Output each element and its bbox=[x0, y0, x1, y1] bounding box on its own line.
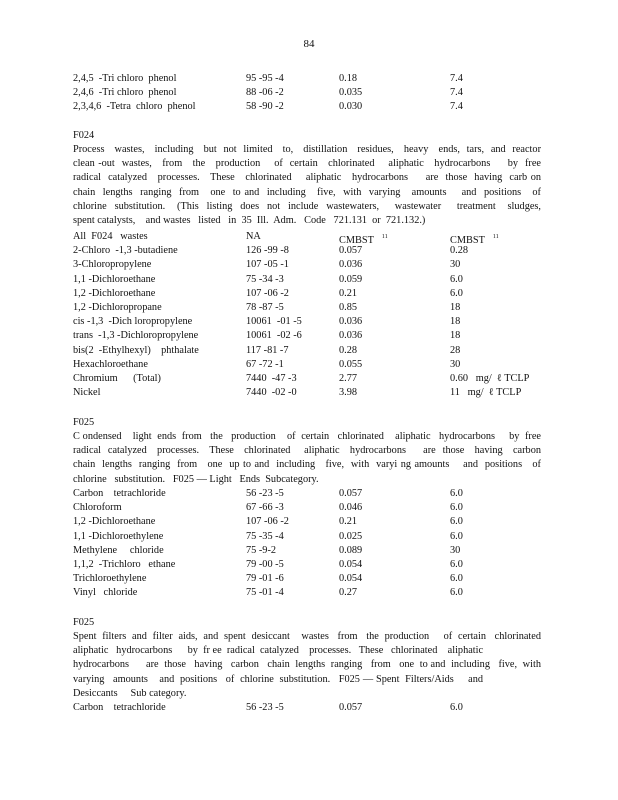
wastewater-standard: 0.059 bbox=[339, 273, 363, 285]
paragraph-line: radical catalyzed processes. These chlorinated aliphatic hydrocarbons are those having carb on bbox=[73, 172, 541, 184]
nonwastewater-cmbst: CMBST bbox=[450, 235, 485, 246]
nonwastewater-standard: 7.4 bbox=[450, 101, 463, 113]
wastewater-standard: 0.21 bbox=[339, 287, 358, 299]
nonwastewater-standard: 30 bbox=[450, 358, 461, 370]
table-row bbox=[73, 244, 553, 258]
footnote-ref: 11 bbox=[492, 234, 499, 240]
waste-code-f025-spent-filters: F025 bbox=[73, 617, 95, 628]
f024-table bbox=[73, 230, 553, 400]
paragraph-line: aliphatic hydrocarbons by fr ee radical catalyzed processes. These chlorinated aliphatic bbox=[73, 645, 484, 657]
table-row bbox=[73, 558, 553, 572]
cas-number: 107 -06 -2 bbox=[246, 287, 289, 299]
constituent-name: 1,2 -Dichloroethane bbox=[73, 287, 156, 299]
nonwastewater-standard: 7.4 bbox=[450, 87, 463, 99]
paragraph-line: Desiccants Sub category. bbox=[73, 687, 187, 699]
paragraph-line: chain lengths ranging from one up to and including five, with varyi ng amounts and positions of bbox=[73, 459, 541, 471]
table-row bbox=[73, 530, 553, 544]
cas-number: 56 -23 -5 bbox=[246, 488, 284, 499]
cas-number: 78 -87 -5 bbox=[246, 301, 284, 313]
cas-number: 10061 -01 -5 bbox=[246, 316, 302, 328]
nonwastewater-standard: 6.0 bbox=[450, 573, 463, 585]
constituent-name: 1,1,2 -Trichloro ethane bbox=[73, 558, 176, 570]
wastewater-standard: 0.036 bbox=[339, 330, 363, 342]
wastewater-standard: 0.046 bbox=[339, 502, 363, 514]
table-row bbox=[73, 501, 553, 515]
wastewater-standard: 0.036 bbox=[339, 316, 363, 328]
table-row bbox=[73, 315, 553, 329]
table-row bbox=[73, 572, 553, 586]
constituent-name: cis -1,3 -Dich loropropylene bbox=[73, 316, 193, 328]
f025-light-ends-description bbox=[73, 430, 541, 487]
table-row bbox=[73, 586, 553, 600]
cas-number: 88 -06 -2 bbox=[246, 87, 284, 99]
waste-code-f025-light-ends: F025 bbox=[73, 417, 95, 428]
cas-na: NA bbox=[246, 231, 261, 242]
table-row bbox=[73, 86, 553, 100]
nonwastewater-standard: 6.0 bbox=[450, 530, 463, 542]
constituent-name: Chromium (Total) bbox=[73, 372, 161, 384]
constituent-name: 1,2 -Dichloropropane bbox=[73, 301, 162, 313]
wastewater-cmbst: CMBST bbox=[339, 235, 374, 246]
f025-spent-filters-table bbox=[73, 701, 553, 715]
table-row bbox=[73, 72, 553, 86]
cas-number: 95 -95 -4 bbox=[246, 73, 284, 84]
table-row bbox=[73, 344, 553, 358]
wastewater-standard: 2.77 bbox=[339, 372, 358, 384]
constituent-name: 1,1 -Dichloroethylene bbox=[73, 530, 164, 542]
constituent-name: Methylene chloride bbox=[73, 544, 164, 556]
wastewater-standard: 0.85 bbox=[339, 301, 358, 313]
cas-number: 79 -01 -6 bbox=[246, 573, 284, 585]
nonwastewater-standard: 7.4 bbox=[450, 73, 463, 84]
nonwastewater-standard: 6.0 bbox=[450, 488, 463, 499]
cas-number: 75 -35 -4 bbox=[246, 530, 284, 542]
cas-number: 75 -9-2 bbox=[246, 544, 277, 556]
table-row bbox=[73, 301, 553, 315]
cas-number: 107 -05 -1 bbox=[246, 259, 289, 271]
constituent-name: bis(2 -Ethylhexyl) phthalate bbox=[73, 344, 199, 356]
nonwastewater-standard: 6.0 bbox=[450, 287, 463, 299]
cas-number: 67 -66 -3 bbox=[246, 502, 284, 514]
table-row bbox=[73, 273, 553, 287]
cas-number: 7440 -02 -0 bbox=[246, 387, 297, 399]
constituent-name: 2,4,6 -Tri chloro phenol bbox=[73, 87, 177, 99]
cas-number: 67 -72 -1 bbox=[246, 358, 284, 370]
constituent-name: Hexachloroethane bbox=[73, 358, 148, 370]
table-row bbox=[73, 515, 553, 529]
wastewater-standard: 0.054 bbox=[339, 573, 363, 585]
nonwastewater-standard: 18 bbox=[450, 316, 461, 328]
cas-number: 126 -99 -8 bbox=[246, 245, 289, 257]
waste-code-f024: F024 bbox=[73, 130, 95, 141]
constituent-name: 3-Chloropropylene bbox=[73, 259, 152, 271]
wastewater-standard: 3.98 bbox=[339, 387, 358, 399]
wastewater-standard: 0.057 bbox=[339, 245, 363, 257]
wastewater-standard: 0.030 bbox=[339, 101, 363, 113]
table-row bbox=[73, 544, 553, 558]
table-row bbox=[73, 487, 553, 501]
paragraph-line: chain lengths ranging from one to and including five, with varying amounts and positions of bbox=[73, 186, 541, 198]
paragraph-line: Process wastes, including but not limited to, distillation residues, heavy ends, tars, and reactor bbox=[73, 144, 541, 155]
cas-number: 7440 -47 -3 bbox=[246, 372, 297, 384]
constituent-name: Carbon tetrachloride bbox=[73, 702, 166, 713]
paragraph-line: hydrocarbons are those having carbon chain lengths ranging from one to and including five, with bbox=[73, 659, 541, 671]
cas-number: 79 -00 -5 bbox=[246, 558, 284, 570]
f025-spent-filters-description bbox=[73, 630, 541, 701]
paragraph-line: Spent filters and filter aids, and spent desiccant wastes from the production of certain chlorinated bbox=[73, 631, 541, 642]
cas-number: 56 -23 -5 bbox=[246, 702, 284, 713]
table-row bbox=[73, 100, 553, 114]
f024-description bbox=[73, 143, 541, 228]
table-row bbox=[73, 386, 553, 400]
cas-number: 75 -34 -3 bbox=[246, 273, 284, 285]
all-wastes-label: All F024 wastes bbox=[73, 231, 148, 242]
wastewater-standard: 0.18 bbox=[339, 73, 358, 84]
constituent-name: 1,2 -Dichloroethane bbox=[73, 516, 156, 528]
paragraph-line: spent catalysts, and wastes listed in 35 Ill. Adm. Code 721.131 or 721.132.) bbox=[73, 214, 426, 226]
wastewater-standard: 0.057 bbox=[339, 488, 363, 499]
wastewater-standard: 0.025 bbox=[339, 530, 363, 542]
f025-light-ends-table bbox=[73, 487, 553, 601]
cas-number: 117 -81 -7 bbox=[246, 344, 289, 356]
nonwastewater-standard: 30 bbox=[450, 259, 461, 271]
wastewater-standard: 0.055 bbox=[339, 358, 363, 370]
constituent-name: Carbon tetrachloride bbox=[73, 488, 166, 499]
top-table bbox=[73, 72, 553, 115]
table-row bbox=[73, 287, 553, 301]
nonwastewater-standard: 6.0 bbox=[450, 516, 463, 528]
paragraph-line: chlorine substitution. F025 — Light Ends Subcategory. bbox=[73, 473, 319, 485]
paragraph-line: clean -out wastes, from the production of certain chlorinated aliphatic hydrocarbons by free bbox=[73, 158, 541, 170]
footnote-ref: 11 bbox=[381, 234, 388, 240]
table-row bbox=[73, 372, 553, 386]
nonwastewater-standard: 18 bbox=[450, 301, 461, 313]
cas-number: 75 -01 -4 bbox=[246, 587, 284, 599]
nonwastewater-standard: 6.0 bbox=[450, 587, 463, 599]
wastewater-standard: 0.28 bbox=[339, 344, 358, 356]
nonwastewater-standard: 6.0 bbox=[450, 702, 463, 713]
wastewater-standard: 0.27 bbox=[339, 587, 358, 599]
wastewater-standard: 0.035 bbox=[339, 87, 363, 99]
paragraph-line: C ondensed light ends from the production of certain chlorinated aliphatic hydrocarbons by free bbox=[73, 431, 541, 442]
nonwastewater-standard: 11 mg/ ℓ TCLP bbox=[450, 387, 522, 399]
constituent-name: Vinyl chloride bbox=[73, 587, 138, 599]
nonwastewater-standard: 6.0 bbox=[450, 558, 463, 570]
constituent-name: 2,3,4,6 -Tetra chloro phenol bbox=[73, 101, 196, 113]
wastewater-standard: 0.21 bbox=[339, 516, 358, 528]
nonwastewater-standard: 28 bbox=[450, 344, 461, 356]
table-row bbox=[73, 701, 553, 715]
cas-number: 10061 -02 -6 bbox=[246, 330, 302, 342]
table-header-row bbox=[73, 230, 553, 244]
wastewater-standard: 0.054 bbox=[339, 558, 363, 570]
paragraph-line: varying amounts and positions of chlorine substitution. F025 — Spent Filters/Aids and bbox=[73, 673, 483, 685]
constituent-name: 1,1 -Dichloroethane bbox=[73, 273, 156, 285]
nonwastewater-standard: 18 bbox=[450, 330, 461, 342]
nonwastewater-standard: 6.0 bbox=[450, 502, 463, 514]
constituent-name: 2,4,5 -Tri chloro phenol bbox=[73, 73, 177, 84]
page-number: 84 bbox=[303, 38, 315, 50]
table-row bbox=[73, 258, 553, 272]
table-row bbox=[73, 329, 553, 343]
nonwastewater-standard: 6.0 bbox=[450, 273, 463, 285]
constituent-name: Nickel bbox=[73, 387, 101, 399]
constituent-name: Trichloroethylene bbox=[73, 573, 147, 585]
cas-number: 58 -90 -2 bbox=[246, 101, 284, 113]
constituent-name: trans -1,3 -Dichloropropylene bbox=[73, 330, 199, 342]
nonwastewater-standard: 0.28 bbox=[450, 245, 469, 257]
constituent-name: Chloroform bbox=[73, 502, 122, 514]
nonwastewater-standard: 0.60 mg/ ℓ TCLP bbox=[450, 372, 530, 384]
cas-number: 107 -06 -2 bbox=[246, 516, 289, 528]
table-row bbox=[73, 358, 553, 372]
wastewater-standard: 0.057 bbox=[339, 702, 363, 713]
wastewater-standard: 0.089 bbox=[339, 544, 363, 556]
nonwastewater-standard: 30 bbox=[450, 544, 461, 556]
paragraph-line: chlorine substitution. (This listing does not include wastewaters, wastewater treatment sludges, bbox=[73, 200, 541, 212]
wastewater-standard: 0.036 bbox=[339, 259, 363, 271]
paragraph-line: radical catalyzed processes. These chlorinated aliphatic hydrocarbons are those having carbon bbox=[73, 445, 541, 457]
constituent-name: 2-Chloro -1,3 -butadiene bbox=[73, 245, 178, 257]
